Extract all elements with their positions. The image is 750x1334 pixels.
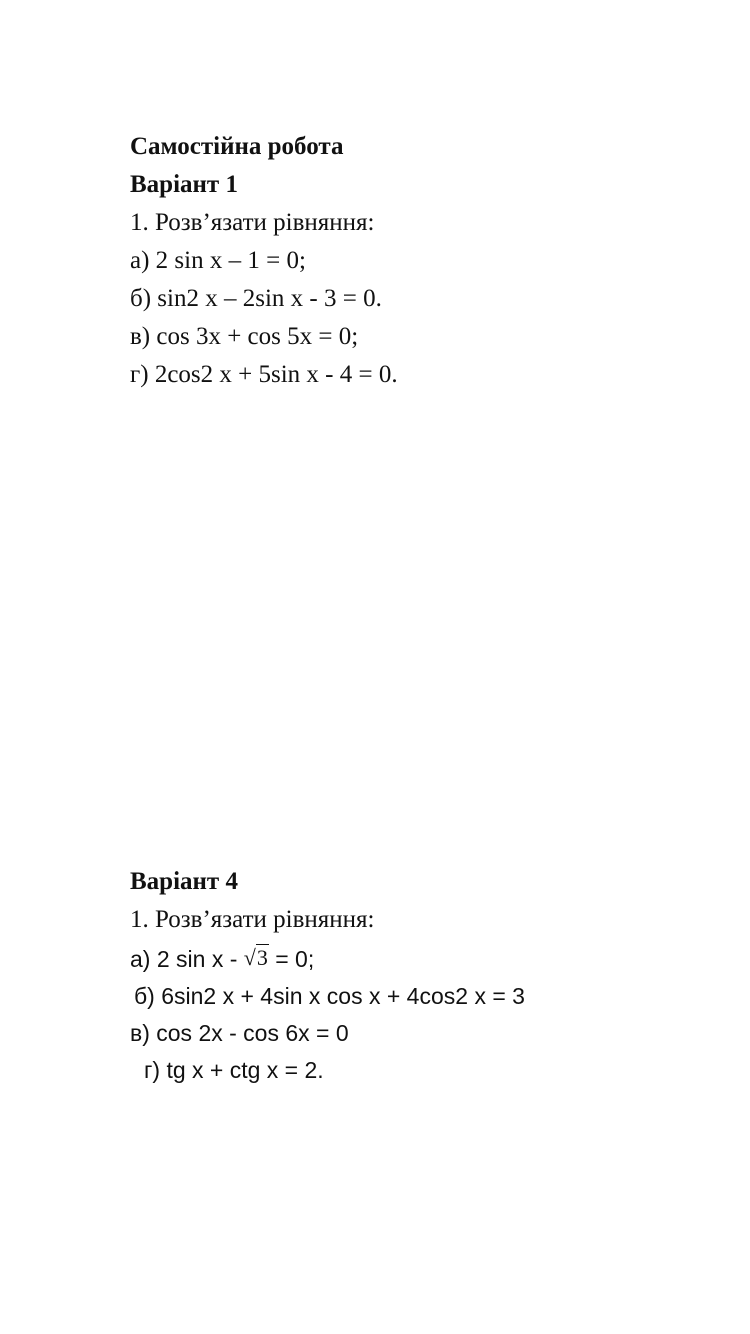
variant-1-heading: Варіант 1 [130, 171, 238, 198]
variant-1-item-b: б) sin2 x – 2sin x - 3 = 0. [130, 285, 382, 312]
variant-1-item-d: г) 2cos2 x + 5sin x - 4 = 0. [130, 361, 398, 388]
variant-4-heading: Варіант 4 [130, 868, 238, 895]
variant-4-item-b: б) 6sin2 x + 4sin x cos x + 4cos2 x = 3 [134, 983, 525, 1009]
variant-4-item-a [130, 939, 525, 978]
variant-1-section [130, 128, 398, 394]
square-root-symbol: √3 [243, 945, 268, 970]
variant-4-section [130, 863, 525, 1089]
variant-4-item-a-prefix: а) 2 sin x - [130, 946, 244, 972]
variant-1-item-c: в) cos 3x + cos 5x = 0; [130, 323, 359, 350]
variant-1-item-a: а) 2 sin x – 1 = 0; [130, 247, 306, 274]
square-root-radicand: 3 [256, 945, 268, 970]
variant-4-item-a-suffix: = 0; [268, 946, 315, 972]
document-title: Самостійна робота [130, 133, 344, 160]
variant-4-item-c: в) cos 2x - cos 6x = 0 [130, 1020, 349, 1046]
variant-4-item-d: г) tg x + ctg x = 2. [144, 1057, 324, 1083]
variant-1-task: 1. Розв’язати рівняння: [130, 209, 375, 236]
variant-4-task: 1. Розв’язати рівняння: [130, 906, 375, 933]
